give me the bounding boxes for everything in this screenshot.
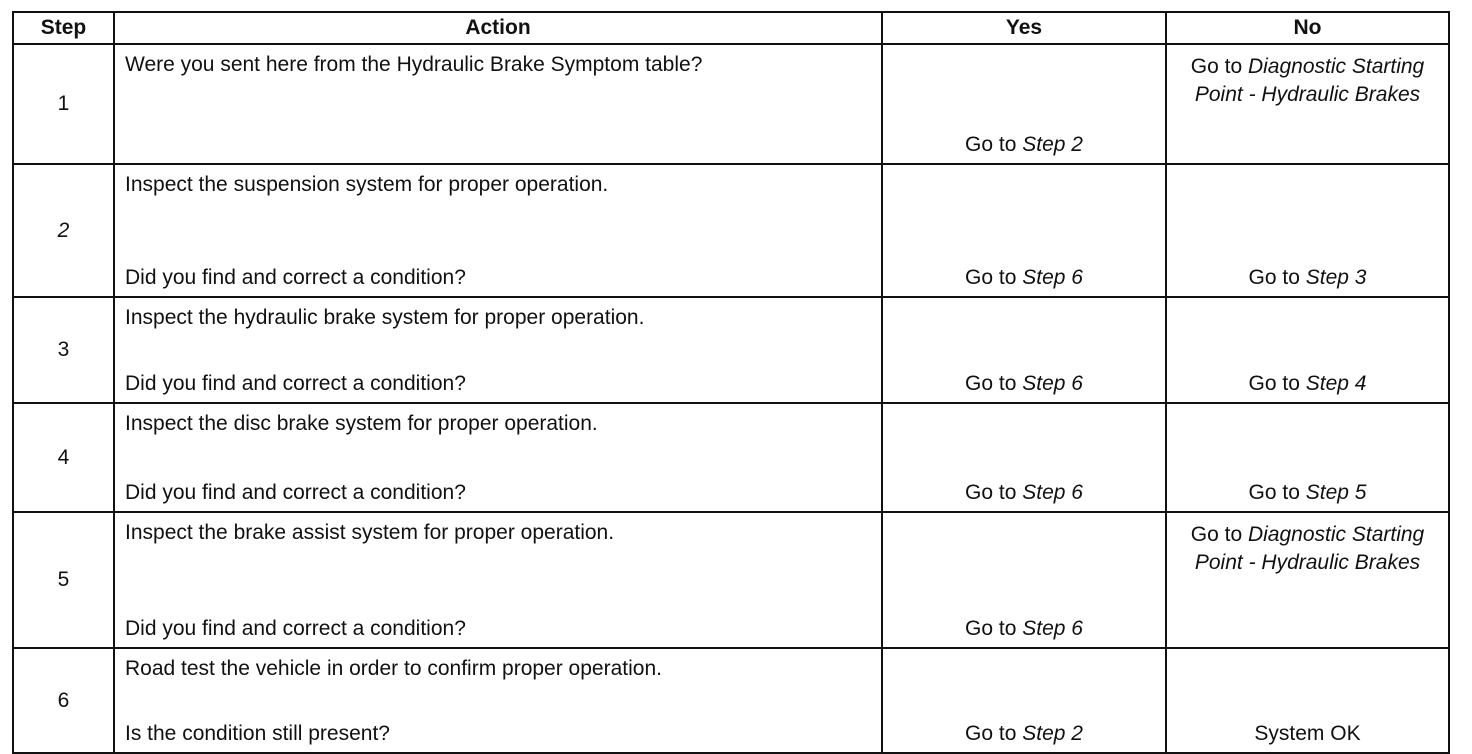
action-instruction: Inspect the brake assist system for proper operation. xyxy=(125,521,615,544)
diagnostic-table xyxy=(12,11,1450,754)
action-cell xyxy=(114,44,882,164)
no-prefix: Go to xyxy=(1248,481,1306,504)
no-link[interactable]: Step 3 xyxy=(1305,266,1367,289)
yes-cell xyxy=(882,403,1166,512)
yes-prefix: Go to xyxy=(965,266,1023,289)
no-prefix: Go to xyxy=(1248,372,1306,395)
action-question: Did you find and correct a condition? xyxy=(125,481,466,504)
action-cell xyxy=(114,403,882,512)
action-cell xyxy=(114,297,882,403)
header-action: Action xyxy=(114,12,882,44)
yes-prefix: Go to xyxy=(965,617,1023,640)
no-prefix: Go to xyxy=(1190,523,1248,546)
no-result: System OK xyxy=(1254,722,1361,745)
no-cell xyxy=(1166,297,1449,403)
action-question: Did you find and correct a condition? xyxy=(125,372,466,395)
yes-link[interactable]: Step 2 xyxy=(1022,133,1083,156)
yes-prefix: Go to xyxy=(965,481,1023,504)
action-cell xyxy=(114,512,882,648)
action-instruction: Road test the vehicle in order to confirm proper operation. xyxy=(125,657,662,680)
action-instruction: Inspect the disc brake system for proper operation. xyxy=(125,412,598,435)
yes-link[interactable]: Step 6 xyxy=(1022,617,1083,640)
yes-link[interactable]: Step 2 xyxy=(1022,722,1083,745)
header-step: Step xyxy=(13,12,114,44)
step-number: 5 xyxy=(13,512,114,648)
step-number: 6 xyxy=(13,648,114,753)
no-cell xyxy=(1166,403,1449,512)
action-question: Is the condition still present? xyxy=(125,722,390,745)
no-cell xyxy=(1166,512,1449,648)
table-row xyxy=(13,512,1449,648)
action-instruction: Were you sent here from the Hydraulic Brake Symptom table? xyxy=(125,53,703,76)
yes-link[interactable]: Step 6 xyxy=(1022,372,1083,395)
no-cell xyxy=(1166,44,1449,164)
table-row xyxy=(13,297,1449,403)
action-question: Did you find and correct a condition? xyxy=(125,617,466,640)
step-number: 4 xyxy=(13,403,114,512)
header-no: No xyxy=(1166,12,1449,44)
action-cell xyxy=(114,164,882,297)
yes-cell xyxy=(882,297,1166,403)
yes-link[interactable]: Step 6 xyxy=(1022,481,1083,504)
yes-cell xyxy=(882,44,1166,164)
no-prefix: Go to xyxy=(1248,266,1306,289)
no-prefix: Go to xyxy=(1190,55,1248,78)
yes-link[interactable]: Step 6 xyxy=(1022,266,1083,289)
table-row xyxy=(13,44,1449,164)
table-row xyxy=(13,164,1449,297)
action-instruction: Inspect the suspension system for proper operation. xyxy=(125,173,609,196)
no-link[interactable]: Diagnostic Starting Point - Hydraulic Brakes xyxy=(1194,55,1425,106)
table-row xyxy=(13,648,1449,753)
action-cell xyxy=(114,648,882,753)
step-number: 1 xyxy=(13,44,114,164)
no-cell xyxy=(1166,648,1449,753)
yes-prefix: Go to xyxy=(965,372,1023,395)
table-row xyxy=(13,403,1449,512)
no-cell xyxy=(1166,164,1449,297)
yes-cell xyxy=(882,164,1166,297)
yes-prefix: Go to xyxy=(965,133,1023,156)
step-number: 3 xyxy=(13,297,114,403)
action-instruction: Inspect the hydraulic brake system for proper operation. xyxy=(125,306,645,329)
no-link[interactable]: Step 4 xyxy=(1305,372,1367,395)
no-link[interactable]: Diagnostic Starting Point - Hydraulic Brakes xyxy=(1194,523,1425,574)
yes-cell xyxy=(882,648,1166,753)
step-number: 2 xyxy=(13,164,114,297)
yes-prefix: Go to xyxy=(965,722,1023,745)
yes-cell xyxy=(882,512,1166,648)
header-yes: Yes xyxy=(882,12,1166,44)
action-question: Did you find and correct a condition? xyxy=(125,266,466,289)
header-row xyxy=(13,12,1449,44)
no-link[interactable]: Step 5 xyxy=(1305,481,1367,504)
